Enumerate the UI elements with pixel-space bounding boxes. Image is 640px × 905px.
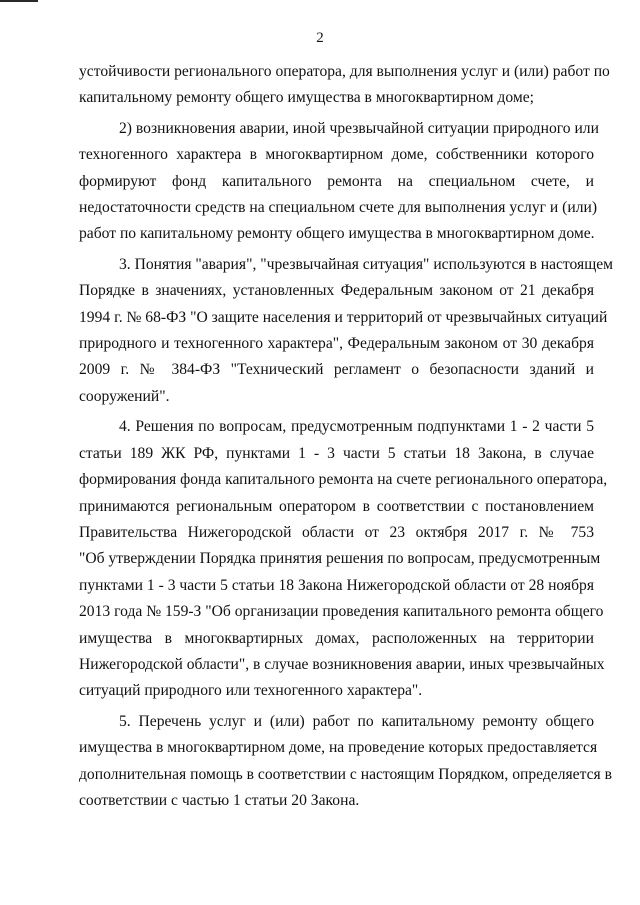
text-line: Нижегородской области", в случае возникновения аварии, иных чрезвычайных	[79, 655, 605, 673]
paragraph-item-4	[79, 414, 608, 704]
text-line: формируют фонд капитального ремонта на специальном счете, и	[79, 172, 594, 190]
text-line: 2013 года № 159-З "Об организации проведения капитального ремонта общего	[79, 603, 604, 621]
text-line: капитальному ремонту общего имущества в многоквартирном доме;	[79, 89, 534, 107]
text-line: природного и техногенного характера", Федеральным законом от 30 декабря	[79, 335, 594, 353]
page-number: 2	[316, 30, 324, 46]
text-line: 5. Перечень услуг и (или) работ по капитальному ремонту общего	[119, 712, 594, 730]
text-line: имущества в многоквартирных домах, расположенных на территории	[79, 629, 594, 647]
text-line: статьи 189 ЖК РФ, пунктами 1 - 3 части 5 статьи 18 Закона, в случае	[79, 444, 594, 462]
text-line: 4. Решения по вопросам, предусмотренным подпунктами 1 - 2 части 5	[119, 418, 594, 436]
text-line: имущества в многоквартирном доме, на проведение которых предоставляется	[79, 739, 598, 757]
document-body	[79, 59, 614, 816]
text-line: пунктами 1 - 3 части 5 статьи 18 Закона Нижегородской области от 28 ноября	[79, 576, 594, 594]
paragraph-item-3	[79, 252, 614, 410]
text-line: техногенного характера в многоквартирном доме, собственники которого	[79, 146, 594, 164]
paragraph-item-2	[79, 116, 599, 248]
paragraph-continuation	[79, 59, 610, 112]
text-line: "Об утверждении Порядка принятия решения по вопросам, предусмотренным	[79, 550, 601, 568]
scan-edge-mark	[0, 0, 38, 2]
text-line: Правительства Нижегородской области от 23 октября 2017 г. № 753	[79, 523, 594, 541]
text-line: недостаточности средств на специальном счете для выполнения услуг и (или)	[79, 199, 598, 217]
text-line: сооружений".	[79, 387, 170, 405]
text-line: 2009 г. № 384-ФЗ "Технический регламент о безопасности зданий и	[79, 361, 594, 379]
paragraph-item-5	[79, 709, 612, 815]
text-line: устойчивости регионального оператора, для выполнения услуг и (или) работ по	[79, 63, 610, 80]
text-line: принимаются региональным оператором в соответствии с постановлением	[79, 497, 594, 515]
text-line: формирования фонда капитального ремонта на счете регионального оператора,	[79, 471, 608, 489]
text-line: 3. Понятия "авария", "чрезвычайная ситуация" используются в настоящем	[119, 255, 614, 273]
text-line: 2) возникновения аварии, иной чрезвычайной ситуации природного или	[119, 119, 599, 137]
text-line: работ по капитальному ремонту общего имущества в многоквартирном доме.	[79, 225, 595, 243]
text-line: 1994 г. № 68-ФЗ "О защите населения и территорий от чрезвычайных ситуаций	[79, 308, 608, 326]
text-line: ситуаций природного или техногенного характера".	[79, 682, 423, 700]
text-line: Порядке в значениях, установленных Федеральным законом от 21 декабря	[79, 282, 594, 300]
text-line: дополнительная помощь в соответствии с настоящим Порядком, определяется в	[79, 765, 612, 783]
text-line: соответствии с частью 1 статьи 20 Закона.	[79, 791, 360, 809]
